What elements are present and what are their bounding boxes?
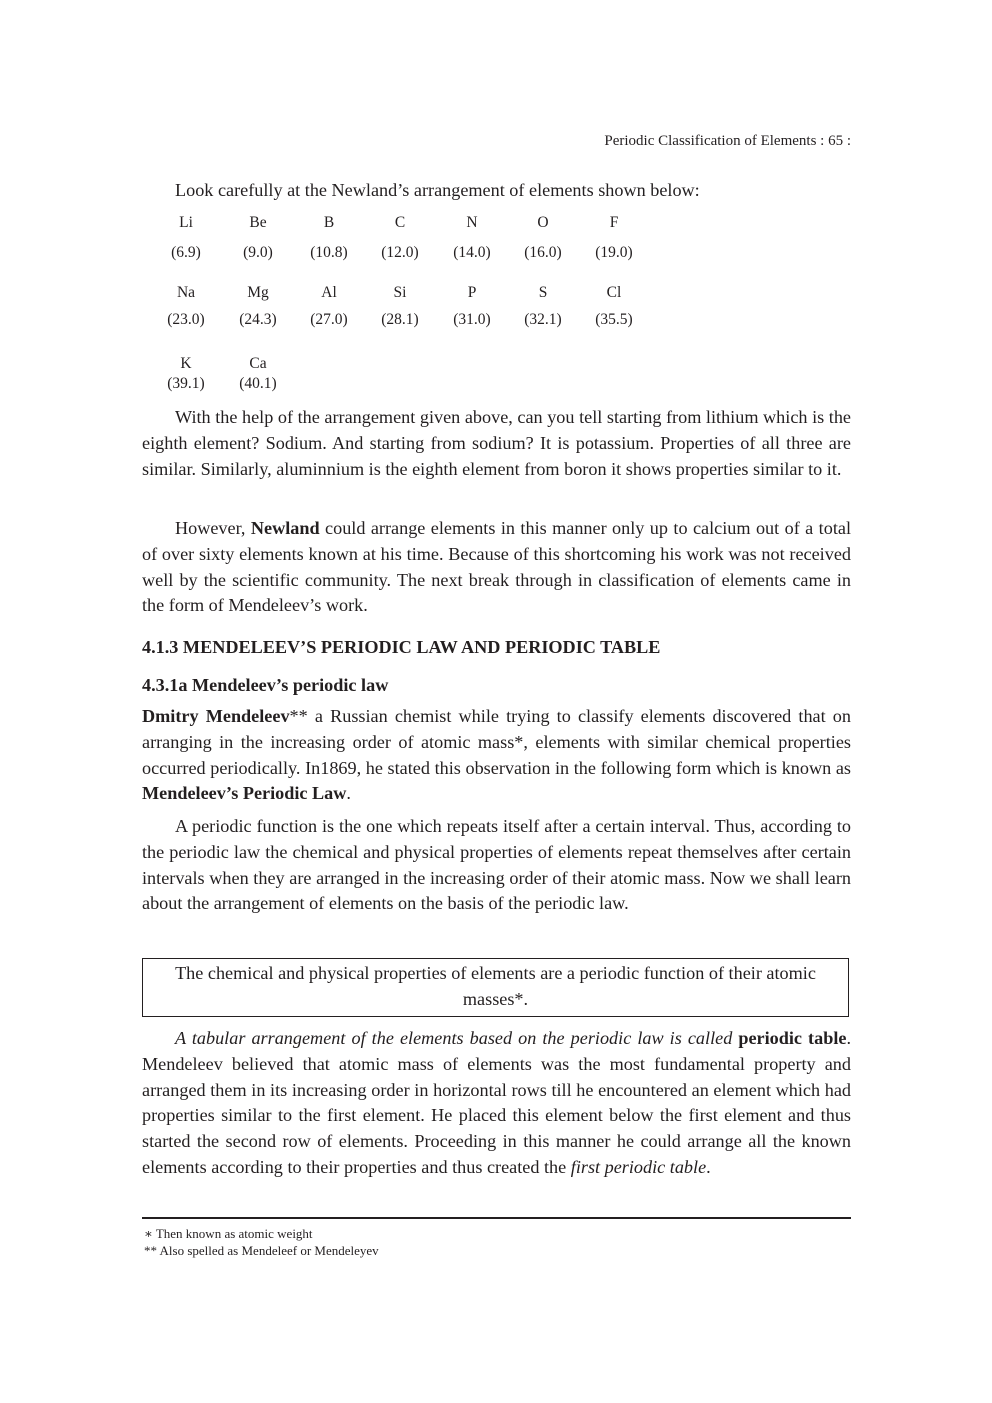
element-symbol: F xyxy=(609,214,619,231)
element-mass: (10.8) xyxy=(310,244,348,261)
element-mass: (16.0) xyxy=(524,244,562,261)
element-mass: (27.0) xyxy=(310,311,348,328)
element-symbol: Ca xyxy=(249,355,267,372)
footnote: ** Also spelled as Mendeleef or Mendeleyev xyxy=(144,1243,379,1258)
text-run: . xyxy=(706,1156,711,1177)
element-symbol: P xyxy=(467,284,477,301)
text-run: . Mendeleev believed that atomic mass of elements was the most fundamental property and arranged them in its increasing order in horizontal rows till he encountered an element which had properties similar to the first element. He placed this element below the first element and thus started the second row of elements. Proceeding in this manner he could arrange all the known elements according to their properties and thus created the xyxy=(142,1028,851,1177)
text-run: ** a Russian chemist while trying to classify elements discovered that on arranging in the increasing order of atomic mass*, elements with similar chemical properties occurred periodically. In1869, he stated this observation in the following form which is known as xyxy=(142,706,851,778)
paragraph-mendeleev xyxy=(142,704,851,807)
element-mass: (40.1) xyxy=(239,375,277,392)
text-run: could arrange elements in this manner only up to calcium out of a total of over sixty elements known at his time. Because of this shortcoming his work was not received well by the scientific community. The next break through in classification of elements came in the form of Mendeleev’s work. xyxy=(142,518,851,616)
element-symbol: Mg xyxy=(247,284,269,301)
section-heading: 4.1.3 MENDELEEV’S PERIODIC LAW AND PERIODIC TABLE xyxy=(142,637,661,657)
footnote: ∗ Then known as atomic weight xyxy=(144,1226,313,1241)
newland-row-1-masses xyxy=(142,243,682,263)
bold-term: Mendeleev’s Periodic Law xyxy=(142,783,347,804)
element-symbol: K xyxy=(180,355,192,372)
subsection-heading: 4.3.1a Mendeleev’s periodic law xyxy=(142,675,389,695)
element-mass: (23.0) xyxy=(167,311,205,328)
element-mass: (31.0) xyxy=(453,311,491,328)
element-mass: (24.3) xyxy=(239,311,277,328)
text-run: . xyxy=(346,783,351,804)
element-symbol: Al xyxy=(321,284,337,301)
paragraph-periodic-table xyxy=(142,1026,851,1181)
newland-row-2-symbols xyxy=(142,283,682,303)
element-symbol: Li xyxy=(179,214,193,231)
newland-row-3-symbols xyxy=(142,354,682,374)
element-mass: (6.9) xyxy=(171,244,201,261)
element-mass: (14.0) xyxy=(453,244,491,261)
element-mass: (35.5) xyxy=(595,311,633,328)
element-symbol: B xyxy=(323,214,335,231)
element-mass: (19.0) xyxy=(595,244,633,261)
periodic-law-box: The chemical and physical properties of elements are a periodic function of their atomic masses*. xyxy=(142,958,849,1017)
running-head: Periodic Classification of Elements : 65 : xyxy=(604,133,851,149)
element-symbol: S xyxy=(538,284,548,301)
element-mass: (32.1) xyxy=(524,311,562,328)
footnote-divider xyxy=(142,1217,851,1219)
text-run: However, xyxy=(175,518,251,538)
element-symbol: Si xyxy=(393,284,407,301)
newland-row-1-symbols xyxy=(142,213,682,233)
paragraph-newland-shortcoming xyxy=(142,516,851,619)
element-mass: (39.1) xyxy=(167,375,205,392)
bold-term: Newland xyxy=(250,518,320,538)
element-symbol: C xyxy=(394,214,406,231)
bold-term: Dmitry Mendeleev xyxy=(142,706,290,726)
element-symbol: Cl xyxy=(606,284,622,301)
paragraph-eighth-element: With the help of the arrangement given above, can you tell starting from lithium which is the eighth element? Sodium. And starting from sodium? It is potassium. Properties of all three are similar. Similarly, aluminnium is the eighth element from boron it shows properties similar to it. xyxy=(142,407,851,479)
element-mass: (9.0) xyxy=(243,244,273,261)
element-symbol: Be xyxy=(249,214,267,231)
element-symbol: Na xyxy=(176,284,196,301)
italic-run: A tabular arrangement of the elements based on the periodic law is called xyxy=(175,1028,739,1048)
element-mass: (28.1) xyxy=(381,311,419,328)
element-mass: (12.0) xyxy=(381,244,419,261)
element-symbol: N xyxy=(466,214,478,231)
bold-term: periodic table xyxy=(738,1028,847,1048)
intro-paragraph: Look carefully at the Newland’s arrangement of elements shown below: xyxy=(175,180,700,200)
element-symbol: O xyxy=(537,214,549,231)
newland-row-2-masses xyxy=(142,310,682,330)
newland-row-3-masses xyxy=(142,374,682,394)
italic-run: first periodic table xyxy=(570,1156,707,1177)
paragraph-periodic-function: A periodic function is the one which repeats itself after a certain interval. Thus, according to the periodic law the chemical and physical properties of elements repeat themselves after certain intervals when they are arranged in the increasing order of their atomic mass. Now we shall learn about the arrangement of elements on the basis of the periodic law. xyxy=(142,816,851,914)
